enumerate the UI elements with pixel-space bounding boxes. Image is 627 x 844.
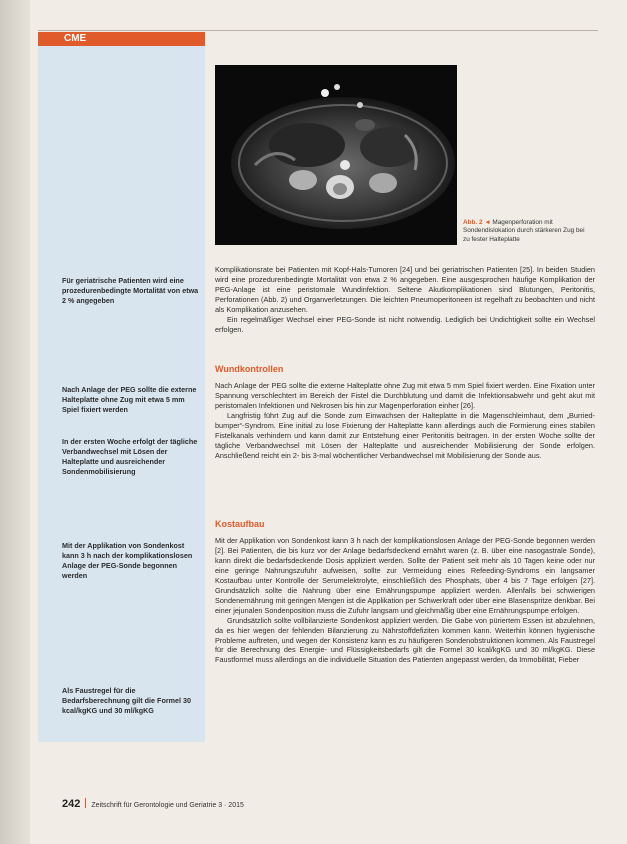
heading-wundkontrollen: Wundkontrollen [215, 364, 284, 374]
margin-note-faustregel: Als Faustregel für die Bedarfsberechnung gilt die Formel 30 kcal/kgKG und 30 ml/kgKG [62, 686, 192, 715]
figure-label: Abb. 2 [463, 219, 483, 226]
page-footer [62, 798, 244, 810]
margin-note-mortality: Für geriatrische Patienten wird eine prozedurenbedingte Mortalität von etwa 2 % angegeben [62, 276, 199, 305]
section-label-cme: CME [38, 32, 205, 46]
margin-note-sondenkost: Mit der Applikation von Sondenkost kann 3 h nach der komplikationslosen Anlage der PEG-Sonde begonnen werden [62, 541, 193, 580]
intro-text-block [215, 265, 595, 335]
top-rule [38, 30, 598, 31]
paragraph-burried-bumper: Langfristig führt Zug auf die Sonde zum Einwachsen der Halteplatte in die Magenschleimhaut, dem „Burried-bumper“-Syndrom. Eine initial zu lose Fixierung der Halteplatte kann allerdings auch die Formierung eines stabilen Fistelkanals verhindern und kann damit zur Entstehung einer Peritonitis beitragen. In der ersten Woche sollte der tägliche Verbandwechsel mit Lösen der Halteplatte und ausreichender Mobilisierung der Sonde erfolgen. Anschließend reicht ein 2- bis 3-mal wöchentlicher Verbandwechsel mit Mobilisierung der Sonde aus. [215, 410, 595, 460]
ct-scan-figure [215, 65, 457, 245]
heading-kostaufbau: Kostaufbau [215, 519, 265, 529]
paragraph-halteplatte: Nach Anlage der PEG sollte die externe Halteplatte ohne Zug mit etwa 5 mm Spiel fixiert werden. Eine Fixation unter Spannung verschlechtert im Bereich der Fistel die Durchblutung und damit die Infektionsabwehr und geht akut mit peristomalen Infektionen und Nekrosen bis hin zur Magenperforation einher [26]. [215, 381, 595, 410]
kost-text-block [215, 536, 595, 665]
paragraph-vollbilanziert: Grundsätzlich sollte vollbilanzierte Sondenkost appliziert werden. Die Gabe von püriertem Essen ist abzulehnen, da es hier wegen der fehlenden Bilanzierung zu Nährstoffdefiziten kommen kann. Weiterhin können hygienische Probleme auftreten, und wegen der Konsistenz kann es zu häufigeren Sondenobstruktionen kommen. Als Faustregel für die Berechnung des Energie- und Flüssigkeitsbedarfs gilt die Formel 30 kcal/kgKG und 30 ml/kgKG. Diese Faustformel muss allerdings an die individuelle Situation des Patienten angepasst werden, da Immobilität, Fieber [215, 615, 595, 665]
page-number: 242 [62, 798, 81, 810]
figure-marker-icon: ◄ [484, 219, 491, 226]
ct-scan-image [215, 65, 457, 245]
page-binding-edge [0, 0, 30, 844]
journal-citation: Zeitschrift für Gerontologie und Geriatrie 3 · 2015 [91, 802, 244, 809]
wound-text-block [215, 381, 595, 461]
paragraph-sonde-wechsel: Ein regelmäßiger Wechsel einer PEG-Sonde ist nicht notwendig. Lediglich bei Undichtigkeit sollte ein Wechsel erfolgen. [215, 314, 595, 334]
footer-separator [85, 798, 86, 808]
margin-note-verbandwechsel: In der ersten Woche erfolgt der tägliche Verbandwechsel mit Lösen der Halteplatte und ausreichender Sondenmobilisierung [62, 437, 198, 476]
paragraph-sondenkost-start: Mit der Applikation von Sondenkost kann 3 h nach der komplikationslosen Anlage der PEG-Sonde begonnen werden [2]. Bei Patienten, die bis kurz vor der Anlage bedarfsdeckend ernährt waren (z. B. über eine nasogastrale Sonde), kann direkt die bedarfsdeckende Dosis appliziert werden. Sollte der Patient seit mehr als 10 Tagen keine oder nur eine geringe Nahrungszufuhr aufweisen, sollte zur Vermeidung eines Refeeding-Syndroms ein langsamer Kostaufbau unter Kontrolle der Serumelektrolyte, einschließlich des Phosphats, über 4 bis 7 Tage erfolgen [27]. Grundsätzlich sollte die Nahrung über eine Ernährungspumpe appliziert werden. Allenfalls bei schwierigen Sondenernährung mit geringen Mengen ist die Applikation per Schwerkraft oder über eine Blasenspritze denkbar. Bei einer jejunalen Sondenposition muss die Zufuhr langsam und gleichmäßig über eine Ernährungspumpe erfolgen. [215, 536, 595, 615]
figure-caption [463, 219, 593, 244]
paragraph-complications: Komplikationsrate bei Patienten mit Kopf-Hals-Tumoren [24] und bei geriatrischen Patienten [25]. In beiden Studien wird eine prozedurenbedingte Mortalität von etwa 2 % angegeben. Eine ausgesprochen häufige Komplikation der PEG-Anlage ist eine peristomale Wundinfektion. Seltene Akutkomplikationen sind Blutungen, Peritonitis, Perforationen (Abb. 2) und Organverletzungen. Die leichten Pneumoperitoneen ist regelhaft zu beobachten und nicht als Komplikation anzusehen. [215, 265, 595, 314]
margin-note-halteplatte: Nach Anlage der PEG sollte die externe Halteplatte ohne Zug mit etwa 5 mm Spiel fixiert werden [62, 385, 197, 414]
figure-caption-text: Magenperforation mit Sondendislokation durch stärkeren Zug bei zu fester Halteplatte [463, 219, 585, 243]
